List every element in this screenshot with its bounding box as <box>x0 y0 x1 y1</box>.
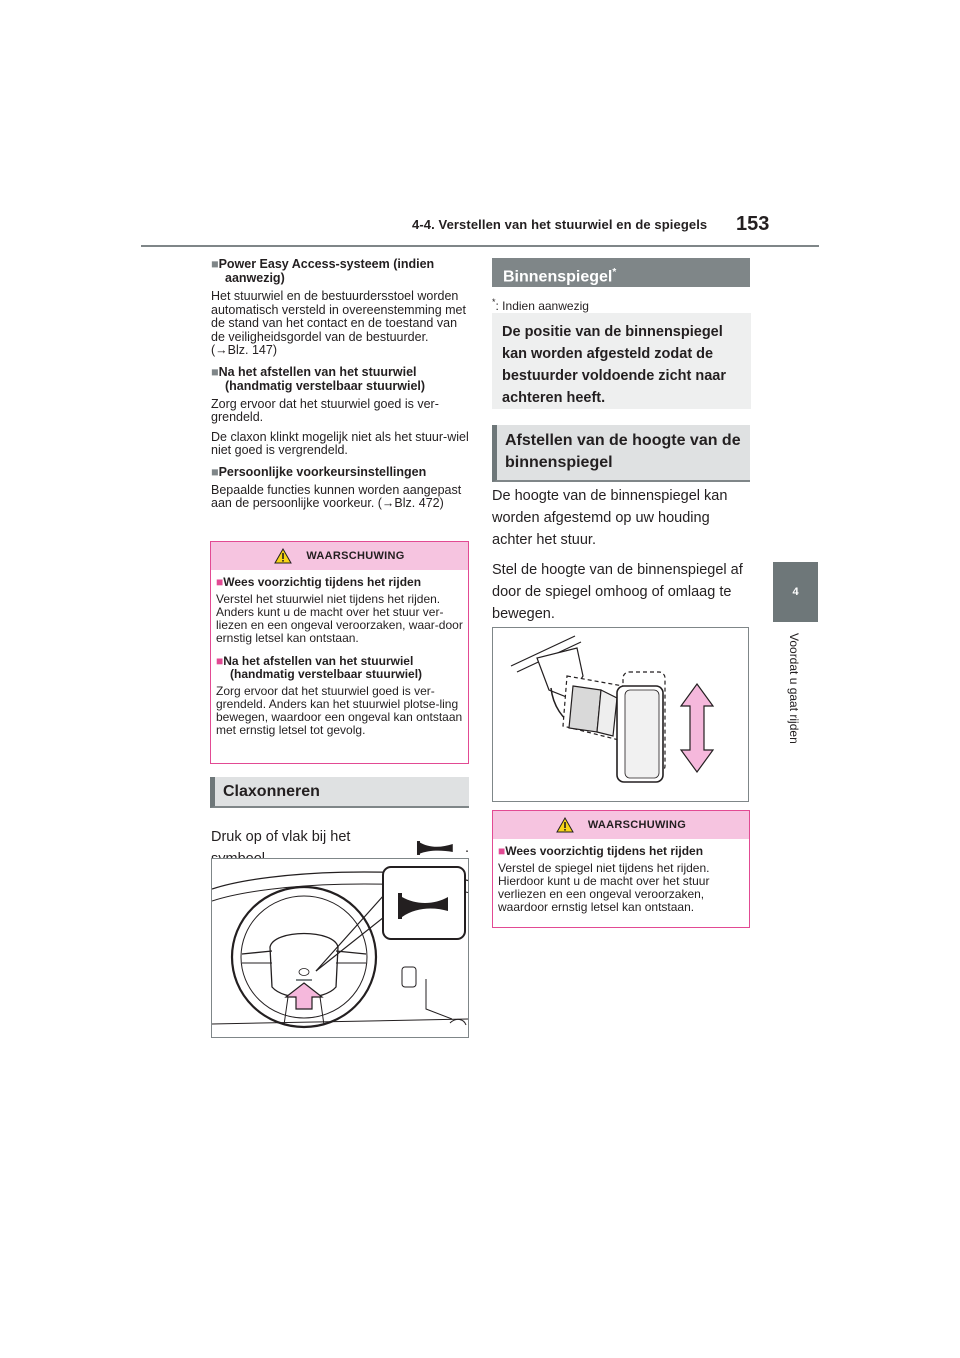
horn-icon <box>415 838 459 858</box>
intro-box: De positie van de binnenspiegel kan worden afgesteld zodat de bestuurder voldoende zicht naar achteren heeft. <box>492 313 751 409</box>
square-bullet-icon: ■ <box>216 654 224 668</box>
mirror-illustration <box>493 628 749 802</box>
footnote: *: Indien aanwezig <box>492 297 589 313</box>
header-rule <box>141 245 819 247</box>
claxon-instruction: Druk op of vlak bij het . <box>211 829 469 856</box>
chapter-tab-label: Voordat u gaat rijden <box>787 633 801 744</box>
height-adjust-text: De hoogte van de binnenspiegel kan worden afgestemd op uw houding achter het stuur. Stel de hoogte van de binnenspiegel af door de spiegel omhoog of omlaag te bewegen. <box>492 488 743 622</box>
warning-box-mirror: WAARSCHUWING ■Wees voorzichtig tijdens het rijden Verstel de spiegel niet tijdens het rijden. Hierdoor kunt u de macht over het stuur verliezen en een ongeval veroorzaken, waardoor ernstig letsel kan ontstaan. <box>492 810 750 928</box>
square-bullet-icon: ■ <box>216 575 224 589</box>
warning-triangle-icon <box>274 548 292 564</box>
square-bullet-icon: ■ <box>211 364 219 379</box>
section-after-adjusting: ■Na het afstellen van het stuurwiel (handmatig verstelbaar stuurwiel) Zorg ervoor dat het stuurwiel goed is ver-grendeld. De claxon klinkt mogelijk niet als het stuur-wiel niet goed is vergrendeld. <box>211 364 469 457</box>
section-heading-height-adjust: Afstellen van de hoogte van de binnenspiegel <box>492 425 750 482</box>
section-heading-binnenspiegel: Binnenspiegel* <box>492 258 750 287</box>
running-header: 4-4. Verstellen van het stuurwiel en de spiegels <box>412 217 708 232</box>
warning-box-steering: WAARSCHUWING ■Wees voorzichtig tijdens het rijden Verstel het stuurwiel niet tijdens het rijden. Anders kunt u de macht over het stuur ver-liezen en een ongeval veroorzaken, waar-door ernstig letsel kan ontstaan. ■Na het afstellen van het stuurwiel (handmatig verstelbaar stuurwiel) Zorg ervoor dat het stuurwiel goed is ver-grendeld. Anders kan het stuurwiel plotse-ling bewegen, waardoor een ongeval kan ontstaan met ernstig letsel tot gevolg. <box>210 541 469 764</box>
steering-wheel-figure <box>211 858 469 1038</box>
chapter-tab[interactable]: 4 <box>773 562 818 622</box>
section-personal-settings: ■Persoonlijke voorkeursinstellingen Bepaalde functies kunnen worden aangepast aan de persoonlijke voorkeur. (→Blz. 472) <box>211 464 462 510</box>
steering-wheel-illustration <box>212 859 469 1038</box>
warning-triangle-icon <box>556 817 574 833</box>
page-number: 153 <box>736 213 770 235</box>
mirror-figure <box>492 627 749 802</box>
section-heading-claxonneren: Claxonneren <box>210 777 469 808</box>
square-bullet-icon: ■ <box>211 464 219 479</box>
square-bullet-icon: ■ <box>498 844 506 858</box>
section-power-easy-access: ■Power Easy Access-systeem (indien aanwezig) Het stuurwiel en de bestuurdersstoel worden automatisch versteld in overeenstemming met de stand van het contact en de toestand van de veiligheidsgordel van de bestuurder. (→Blz. 147) <box>211 257 466 357</box>
left-column <box>211 257 469 511</box>
square-bullet-icon: ■ <box>211 257 219 271</box>
